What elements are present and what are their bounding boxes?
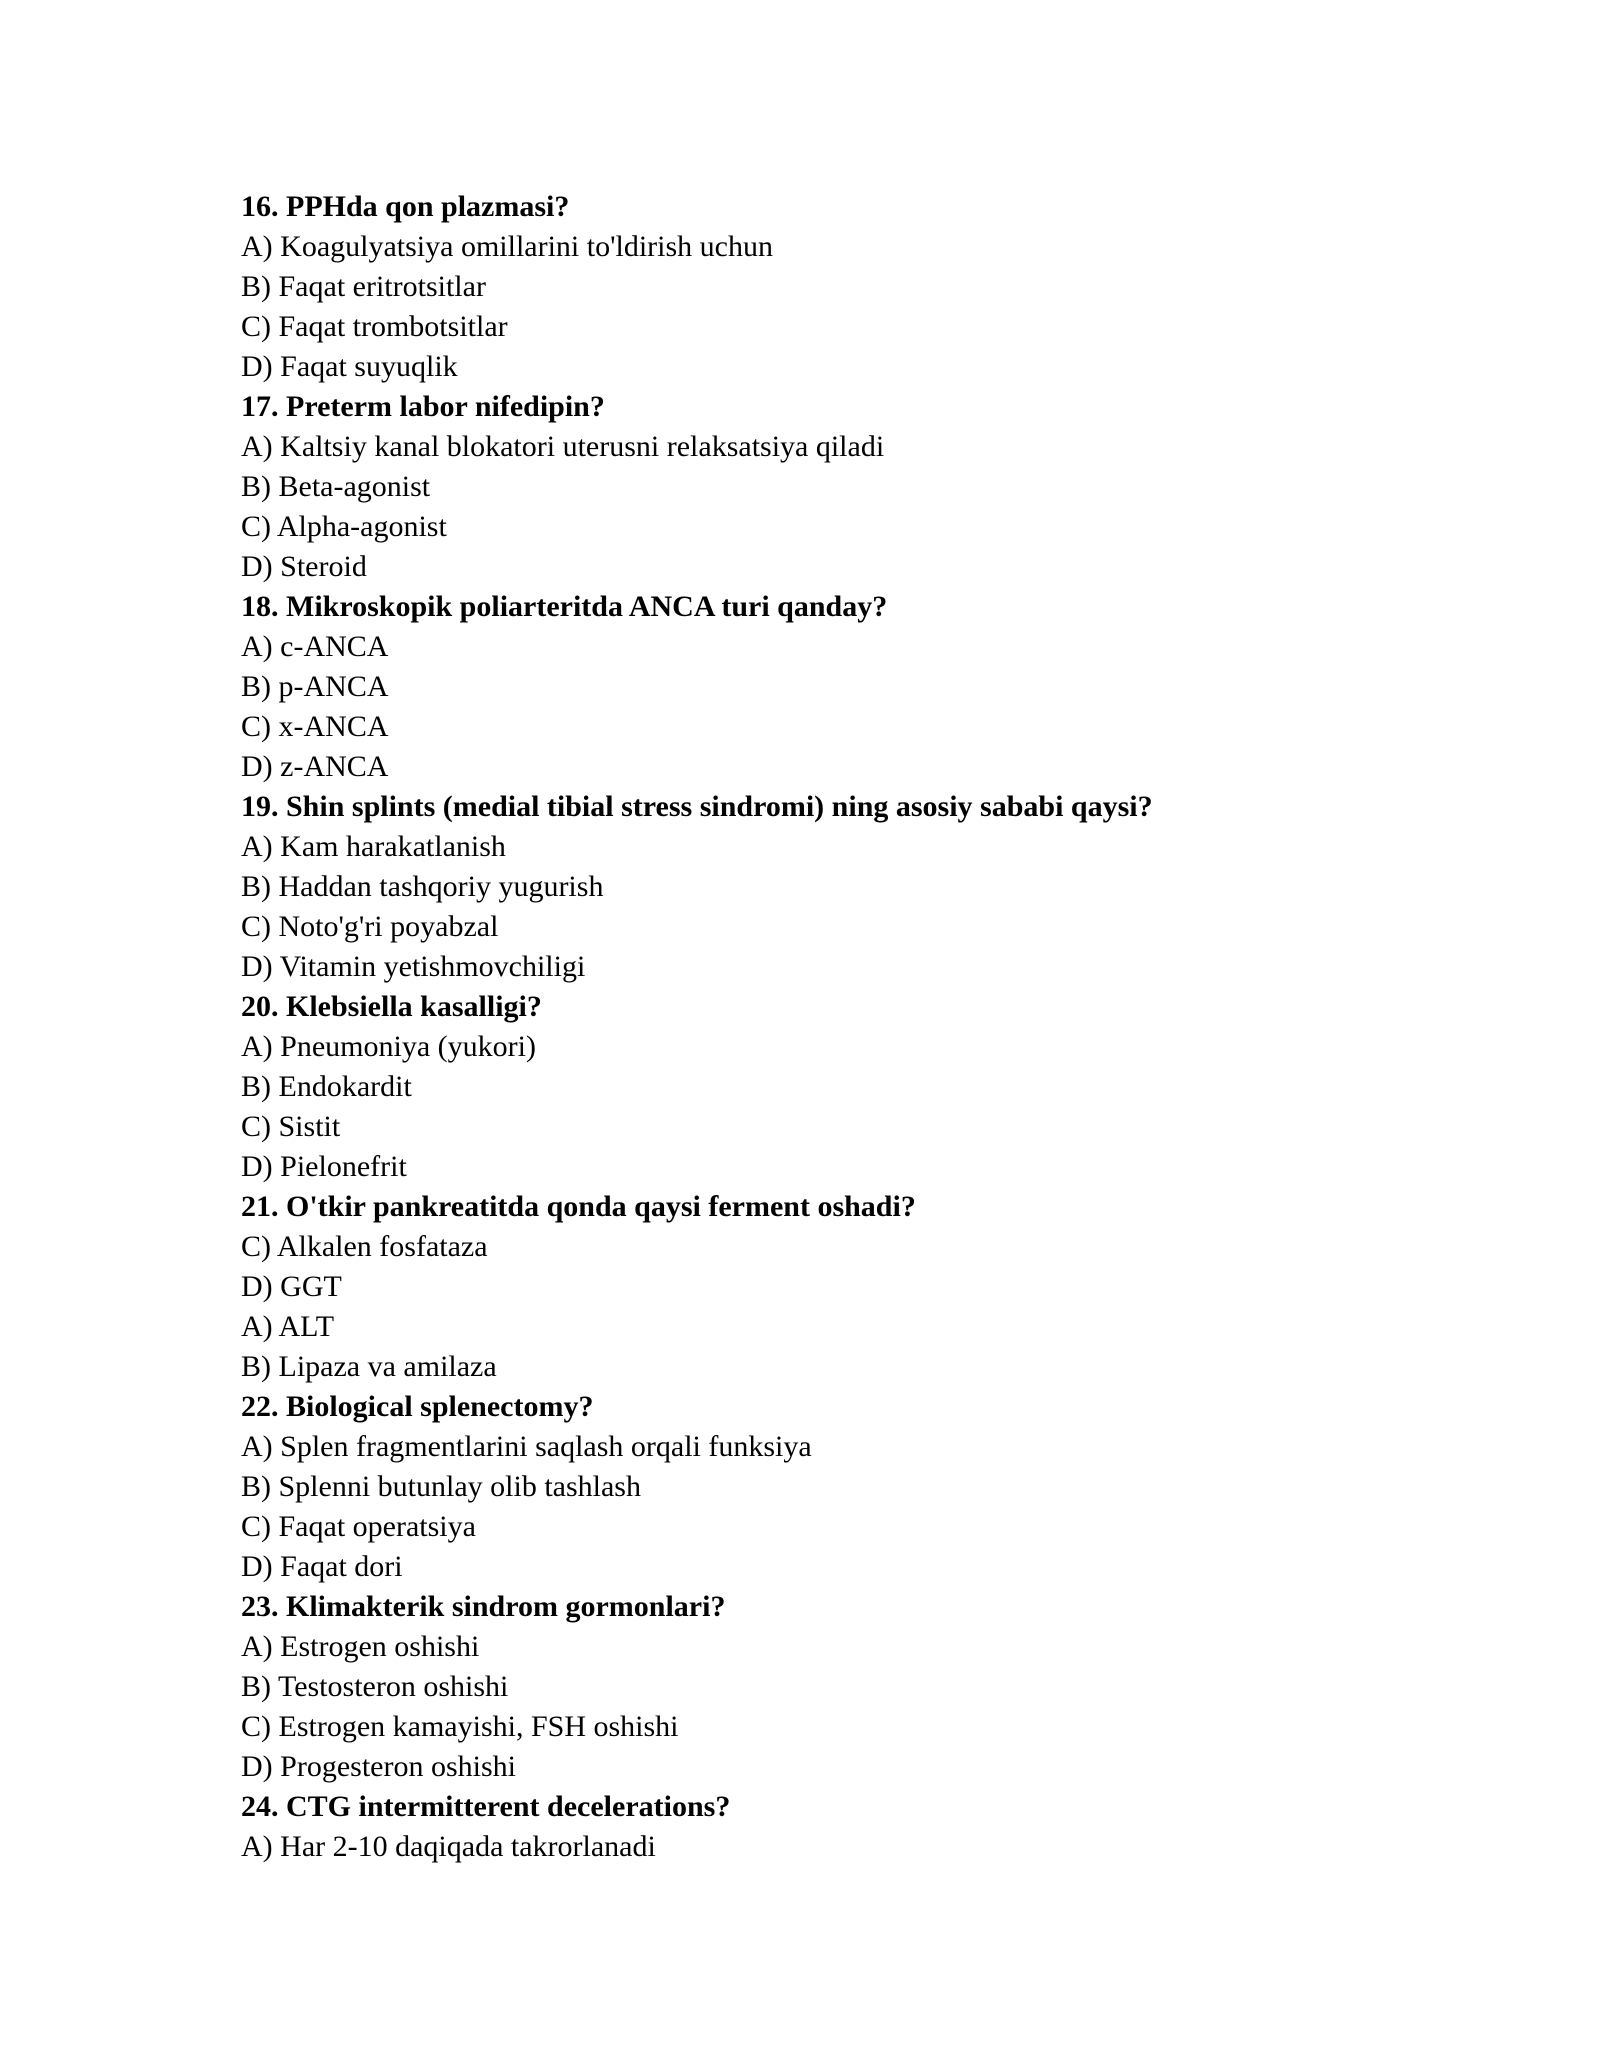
- answer-option: D) Pielonefrit: [241, 1150, 407, 1183]
- answer-option: A) Koagulyatsiya omillarini to'ldirish uchun: [241, 230, 773, 263]
- answer-option: D) z-ANCA: [241, 750, 389, 783]
- answer-option: C) Noto'g'ri poyabzal: [241, 910, 499, 943]
- answer-option: B) Faqat eritrotsitlar: [241, 270, 486, 303]
- answer-option: A) Kaltsiy kanal blokatori uterusni relaksatsiya qiladi: [241, 430, 885, 463]
- question-title: 16. PPHda qon plazmasi?: [241, 190, 570, 223]
- answer-option: B) p-ANCA: [241, 670, 389, 703]
- question-19: [241, 787, 1441, 987]
- question-16: [241, 187, 1441, 387]
- answer-option: D) Faqat suyuqlik: [241, 350, 458, 383]
- answer-option: A) c-ANCA: [241, 630, 389, 663]
- answer-option: C) Alkalen fosfataza: [241, 1230, 488, 1263]
- question-22: [241, 1387, 1441, 1587]
- document-page: [241, 187, 1441, 1867]
- answer-option: B) Beta-agonist: [241, 470, 431, 503]
- answer-option: A) Splen fragmentlarini saqlash orqali funksiya: [241, 1430, 812, 1463]
- answer-option: A) ALT: [241, 1310, 335, 1343]
- answer-option: B) Haddan tashqoriy yugurish: [241, 870, 604, 903]
- answer-option: B) Testosteron oshishi: [241, 1670, 509, 1703]
- question-title: 18. Mikroskopik poliarteritda ANCA turi qanday?: [241, 590, 888, 623]
- answer-option: C) Faqat operatsiya: [241, 1510, 476, 1543]
- answer-option: D) Progesteron oshishi: [241, 1750, 516, 1783]
- question-title: 22. Biological splenectomy?: [241, 1390, 594, 1423]
- question-23: [241, 1587, 1441, 1787]
- answer-option: D) Vitamin yetishmovchiligi: [241, 950, 586, 983]
- question-20: [241, 987, 1441, 1187]
- answer-option: D) GGT: [241, 1270, 342, 1303]
- question-title: 19. Shin splints (medial tibial stress sindromi) ning asosiy sababi qaysi?: [241, 790, 1153, 823]
- question-title: 20. Klebsiella kasalligi?: [241, 990, 542, 1023]
- answer-option: B) Splenni butunlay olib tashlash: [241, 1470, 641, 1503]
- question-18: [241, 587, 1441, 787]
- answer-option: A) Har 2-10 daqiqada takrorlanadi: [241, 1830, 656, 1863]
- answer-option: C) Sistit: [241, 1110, 341, 1143]
- question-title: 23. Klimakterik sindrom gormonlari?: [241, 1590, 726, 1623]
- answer-option: D) Faqat dori: [241, 1550, 403, 1583]
- question-title: 24. CTG intermitterent decelerations?: [241, 1790, 731, 1823]
- answer-option: A) Kam harakatlanish: [241, 830, 506, 863]
- question-21: [241, 1187, 1441, 1387]
- answer-option: C) Alpha-agonist: [241, 510, 447, 543]
- answer-option: D) Steroid: [241, 550, 367, 583]
- answer-option: A) Estrogen oshishi: [241, 1630, 480, 1663]
- question-title: 17. Preterm labor nifedipin?: [241, 390, 605, 423]
- question-24: [241, 1787, 1441, 1867]
- answer-option: B) Lipaza va amilaza: [241, 1350, 497, 1383]
- question-title: 21. O'tkir pankreatitda qonda qaysi ferment oshadi?: [241, 1190, 916, 1223]
- question-17: [241, 387, 1441, 587]
- answer-option: C) x-ANCA: [241, 710, 389, 743]
- answer-option: C) Estrogen kamayishi, FSH oshishi: [241, 1710, 679, 1743]
- answer-option: C) Faqat trombotsitlar: [241, 310, 508, 343]
- answer-option: B) Endokardit: [241, 1070, 412, 1103]
- answer-option: A) Pneumoniya (yukori): [241, 1030, 536, 1063]
